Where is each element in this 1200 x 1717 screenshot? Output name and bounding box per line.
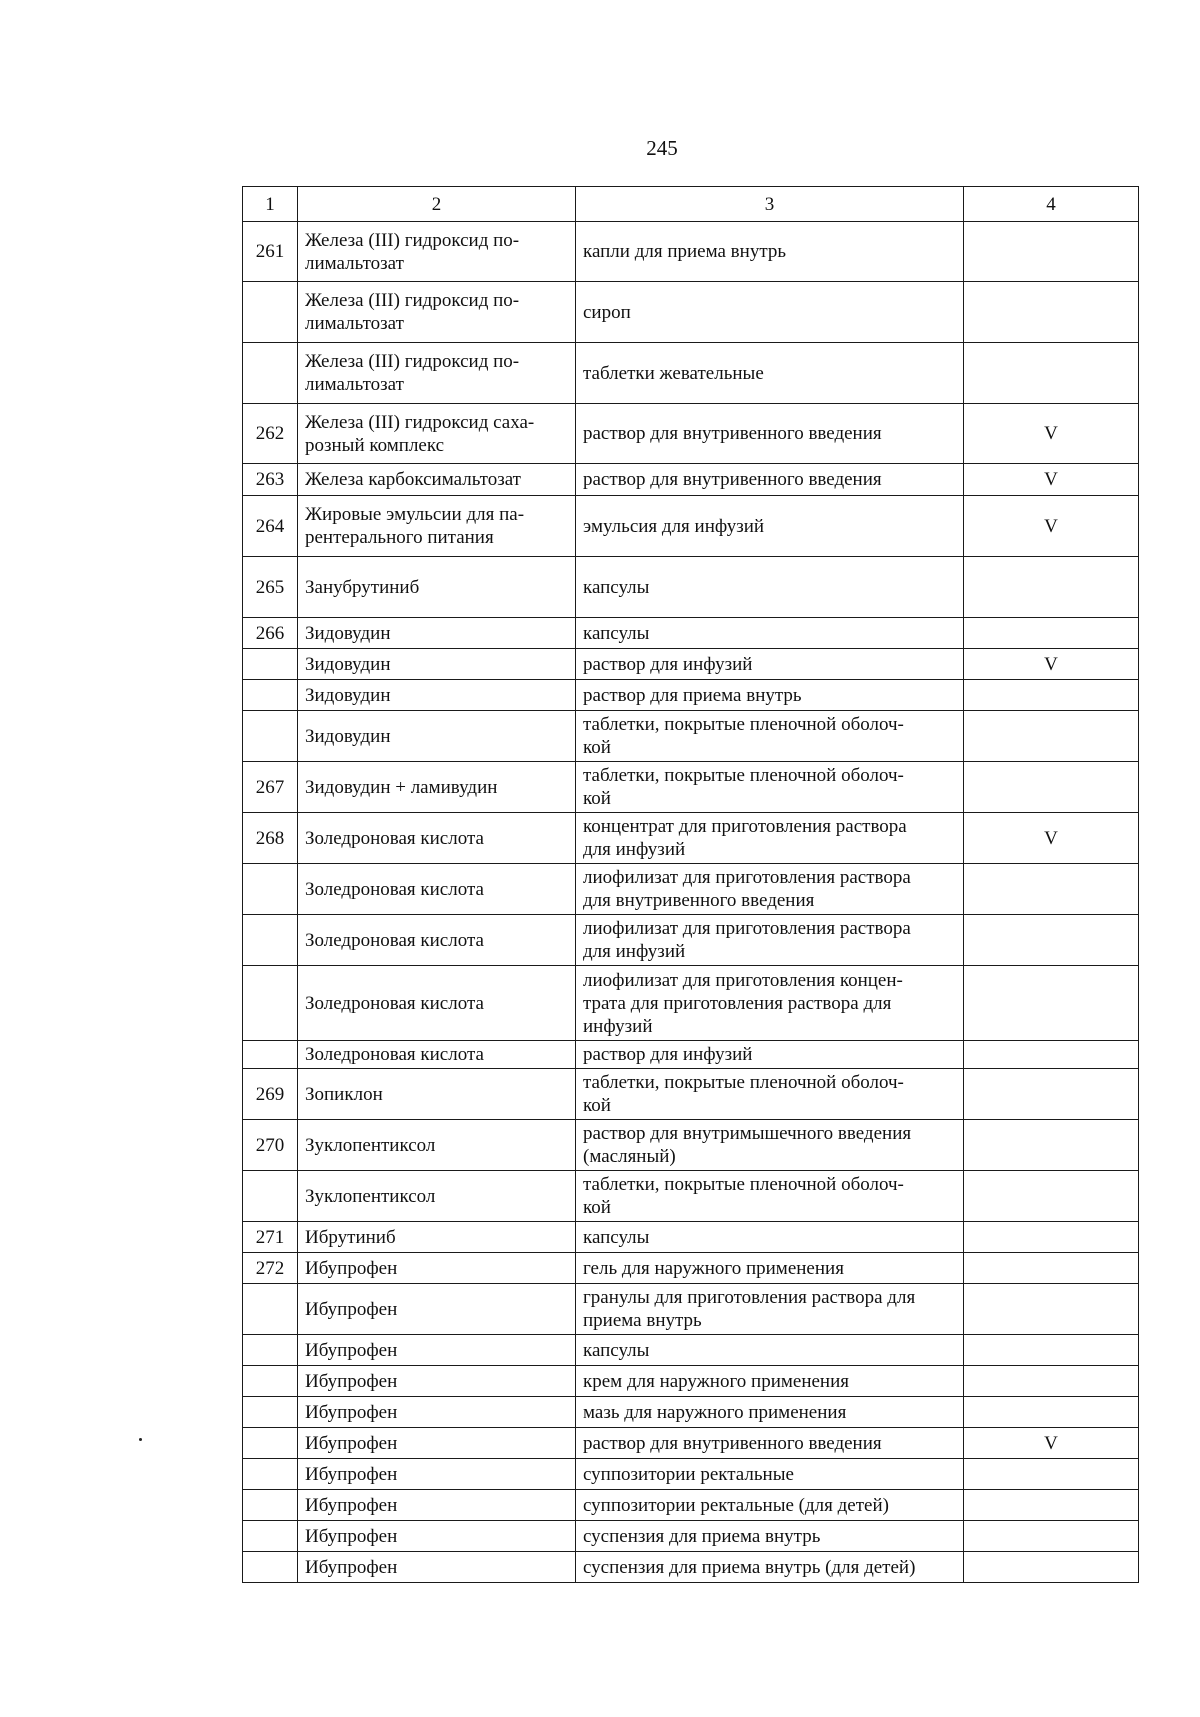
table-row (243, 813, 1139, 864)
row-number-cell (243, 1366, 298, 1397)
mark-cell (964, 1552, 1139, 1583)
row-number-cell (243, 649, 298, 680)
row-number-cell: 272 (243, 1253, 298, 1284)
mark-cell (964, 915, 1139, 966)
row-number-cell (243, 1335, 298, 1366)
mark-cell (964, 864, 1139, 915)
dosage-form-cell: раствор для внутривенного введения (576, 464, 964, 496)
mark-cell (964, 618, 1139, 649)
drug-name-cell: Зидовудин + ламивудин (298, 762, 576, 813)
mark-cell (964, 762, 1139, 813)
mark-cell (964, 1459, 1139, 1490)
drug-name-cell: Ибупрофен (298, 1253, 576, 1284)
drug-name-cell: Ибупрофен (298, 1490, 576, 1521)
table-row (243, 1428, 1139, 1459)
table-row (243, 222, 1139, 282)
row-number-cell: 265 (243, 557, 298, 618)
drug-name-cell: Золедроновая кислота (298, 915, 576, 966)
drug-name-cell: Зуклопентиксол (298, 1120, 576, 1171)
table-row (243, 1253, 1139, 1284)
table-row (243, 1552, 1139, 1583)
table-row (243, 1459, 1139, 1490)
drug-name-cell: Зидовудин (298, 618, 576, 649)
drug-name-cell: Железа (III) гидроксид по- лимальтозат (298, 222, 576, 282)
dosage-form-cell: лиофилизат для приготовления раствора для инфузий (576, 915, 964, 966)
row-number-cell: 269 (243, 1069, 298, 1120)
dosage-form-cell: суппозитории ректальные (576, 1459, 964, 1490)
dosage-form-cell: капсулы (576, 1222, 964, 1253)
dosage-form-cell: эмульсия для инфузий (576, 496, 964, 557)
mark-cell (964, 1366, 1139, 1397)
mark-cell (964, 343, 1139, 404)
row-number-cell (243, 915, 298, 966)
dosage-form-cell: лиофилизат для приготовления концен- трата для приготовления раствора для инфузий (576, 966, 964, 1041)
column-header-name: 2 (298, 187, 576, 222)
table-row (243, 1335, 1139, 1366)
drug-name-cell: Золедроновая кислота (298, 813, 576, 864)
row-number-cell: 267 (243, 762, 298, 813)
drug-name-cell: Зидовудин (298, 649, 576, 680)
drug-name-cell: Железа (III) гидроксид саха- розный комплекс (298, 404, 576, 464)
row-number-cell (243, 282, 298, 343)
row-number-cell (243, 1428, 298, 1459)
row-number-cell (243, 1521, 298, 1552)
mark-cell (964, 1521, 1139, 1552)
table-row (243, 343, 1139, 404)
drug-name-cell: Железа карбоксимальтозат (298, 464, 576, 496)
table-row (243, 966, 1139, 1041)
table-row (243, 649, 1139, 680)
row-number-cell (243, 1490, 298, 1521)
dosage-form-cell: таблетки, покрытые пленочной оболоч- кой (576, 762, 964, 813)
table-row (243, 1284, 1139, 1335)
mark-cell (964, 711, 1139, 762)
mark-cell: V (964, 649, 1139, 680)
table-row (243, 762, 1139, 813)
drug-name-cell: Ибупрофен (298, 1521, 576, 1552)
mark-cell (964, 1253, 1139, 1284)
table-header-row (243, 187, 1139, 222)
drug-name-cell: Зуклопентиксол (298, 1171, 576, 1222)
table-row (243, 557, 1139, 618)
row-number-cell: 262 (243, 404, 298, 464)
drug-table (242, 186, 1139, 1583)
row-number-cell (243, 343, 298, 404)
drug-name-cell: Зопиклон (298, 1069, 576, 1120)
dosage-form-cell: гель для наружного применения (576, 1253, 964, 1284)
dosage-form-cell: капсулы (576, 1335, 964, 1366)
drug-name-cell: Зидовудин (298, 680, 576, 711)
table-row (243, 618, 1139, 649)
drug-name-cell: Ибупрофен (298, 1459, 576, 1490)
mark-cell (964, 966, 1139, 1041)
row-number-cell: 261 (243, 222, 298, 282)
dosage-form-cell: лиофилизат для приготовления раствора для внутривенного введения (576, 864, 964, 915)
dosage-form-cell: суппозитории ректальные (для детей) (576, 1490, 964, 1521)
dosage-form-cell: таблетки, покрытые пленочной оболоч- кой (576, 711, 964, 762)
row-number-cell: 268 (243, 813, 298, 864)
drug-name-cell: Золедроновая кислота (298, 1041, 576, 1069)
row-number-cell (243, 1459, 298, 1490)
drug-name-cell: Занубрутиниб (298, 557, 576, 618)
drug-name-cell: Ибупрофен (298, 1397, 576, 1428)
table-row (243, 1397, 1139, 1428)
column-header-mark: 4 (964, 187, 1139, 222)
row-number-cell (243, 1397, 298, 1428)
dosage-form-cell: таблетки жевательные (576, 343, 964, 404)
dosage-form-cell: капсулы (576, 557, 964, 618)
drug-name-cell: Золедроновая кислота (298, 966, 576, 1041)
row-number-cell: 271 (243, 1222, 298, 1253)
drug-name-cell: Ибупрофен (298, 1284, 576, 1335)
row-number-cell: 264 (243, 496, 298, 557)
mark-cell (964, 557, 1139, 618)
table-row (243, 1171, 1139, 1222)
dosage-form-cell: суспензия для приема внутрь (576, 1521, 964, 1552)
table-row (243, 1222, 1139, 1253)
table-row (243, 1490, 1139, 1521)
table-row (243, 464, 1139, 496)
row-number-cell (243, 711, 298, 762)
mark-cell (964, 282, 1139, 343)
dosage-form-cell: раствор для внутримышечного введения (масляный) (576, 1120, 964, 1171)
dosage-form-cell: сироп (576, 282, 964, 343)
scan-speck (139, 1438, 142, 1441)
mark-cell (964, 680, 1139, 711)
table-row (243, 282, 1139, 343)
mark-cell (964, 1397, 1139, 1428)
mark-cell: V (964, 464, 1139, 496)
drug-name-cell: Зидовудин (298, 711, 576, 762)
mark-cell (964, 1171, 1139, 1222)
mark-cell: V (964, 404, 1139, 464)
row-number-cell (243, 1552, 298, 1583)
mark-cell (964, 1041, 1139, 1069)
table-row (243, 1366, 1139, 1397)
dosage-form-cell: суспензия для приема внутрь (для детей) (576, 1552, 964, 1583)
mark-cell: V (964, 1428, 1139, 1459)
drug-name-cell: Железа (III) гидроксид по- лимальтозат (298, 343, 576, 404)
row-number-cell (243, 1284, 298, 1335)
dosage-form-cell: таблетки, покрытые пленочной оболоч- кой (576, 1069, 964, 1120)
mark-cell (964, 1284, 1139, 1335)
mark-cell (964, 1222, 1139, 1253)
dosage-form-cell: раствор для внутривенного введения (576, 404, 964, 464)
table-row (243, 1521, 1139, 1552)
drug-name-cell: Ибупрофен (298, 1366, 576, 1397)
dosage-form-cell: раствор для инфузий (576, 649, 964, 680)
column-header-form: 3 (576, 187, 964, 222)
mark-cell (964, 1490, 1139, 1521)
drug-name-cell: Железа (III) гидроксид по- лимальтозат (298, 282, 576, 343)
mark-cell (964, 1335, 1139, 1366)
dosage-form-cell: таблетки, покрытые пленочной оболоч- кой (576, 1171, 964, 1222)
table-row (243, 711, 1139, 762)
drug-name-cell: Жировые эмульсии для па- рентерального питания (298, 496, 576, 557)
page-number: 245 (646, 136, 678, 160)
dosage-form-cell: мазь для наружного применения (576, 1397, 964, 1428)
dosage-form-cell: капли для приема внутрь (576, 222, 964, 282)
row-number-cell: 266 (243, 618, 298, 649)
mark-cell (964, 1120, 1139, 1171)
drug-name-cell: Ибупрофен (298, 1428, 576, 1459)
row-number-cell (243, 1171, 298, 1222)
row-number-cell (243, 864, 298, 915)
mark-cell (964, 222, 1139, 282)
table-row (243, 404, 1139, 464)
dosage-form-cell: крем для наружного применения (576, 1366, 964, 1397)
dosage-form-cell: концентрат для приготовления раствора для инфузий (576, 813, 964, 864)
drug-name-cell: Ибупрофен (298, 1335, 576, 1366)
dosage-form-cell: раствор для внутривенного введения (576, 1428, 964, 1459)
row-number-cell (243, 1041, 298, 1069)
row-number-cell (243, 966, 298, 1041)
dosage-form-cell: капсулы (576, 618, 964, 649)
column-header-number: 1 (243, 187, 298, 222)
table-row (243, 864, 1139, 915)
table-body (243, 222, 1139, 1583)
mark-cell: V (964, 496, 1139, 557)
table-row (243, 680, 1139, 711)
mark-cell (964, 1069, 1139, 1120)
table-row (243, 1041, 1139, 1069)
table-row (243, 915, 1139, 966)
drug-name-cell: Ибрутиниб (298, 1222, 576, 1253)
mark-cell: V (964, 813, 1139, 864)
table-row (243, 496, 1139, 557)
row-number-cell: 263 (243, 464, 298, 496)
dosage-form-cell: гранулы для приготовления раствора для приема внутрь (576, 1284, 964, 1335)
drug-name-cell: Ибупрофен (298, 1552, 576, 1583)
table-row (243, 1069, 1139, 1120)
dosage-form-cell: раствор для инфузий (576, 1041, 964, 1069)
drug-name-cell: Золедроновая кислота (298, 864, 576, 915)
row-number-cell (243, 680, 298, 711)
table-row (243, 1120, 1139, 1171)
dosage-form-cell: раствор для приема внутрь (576, 680, 964, 711)
row-number-cell: 270 (243, 1120, 298, 1171)
